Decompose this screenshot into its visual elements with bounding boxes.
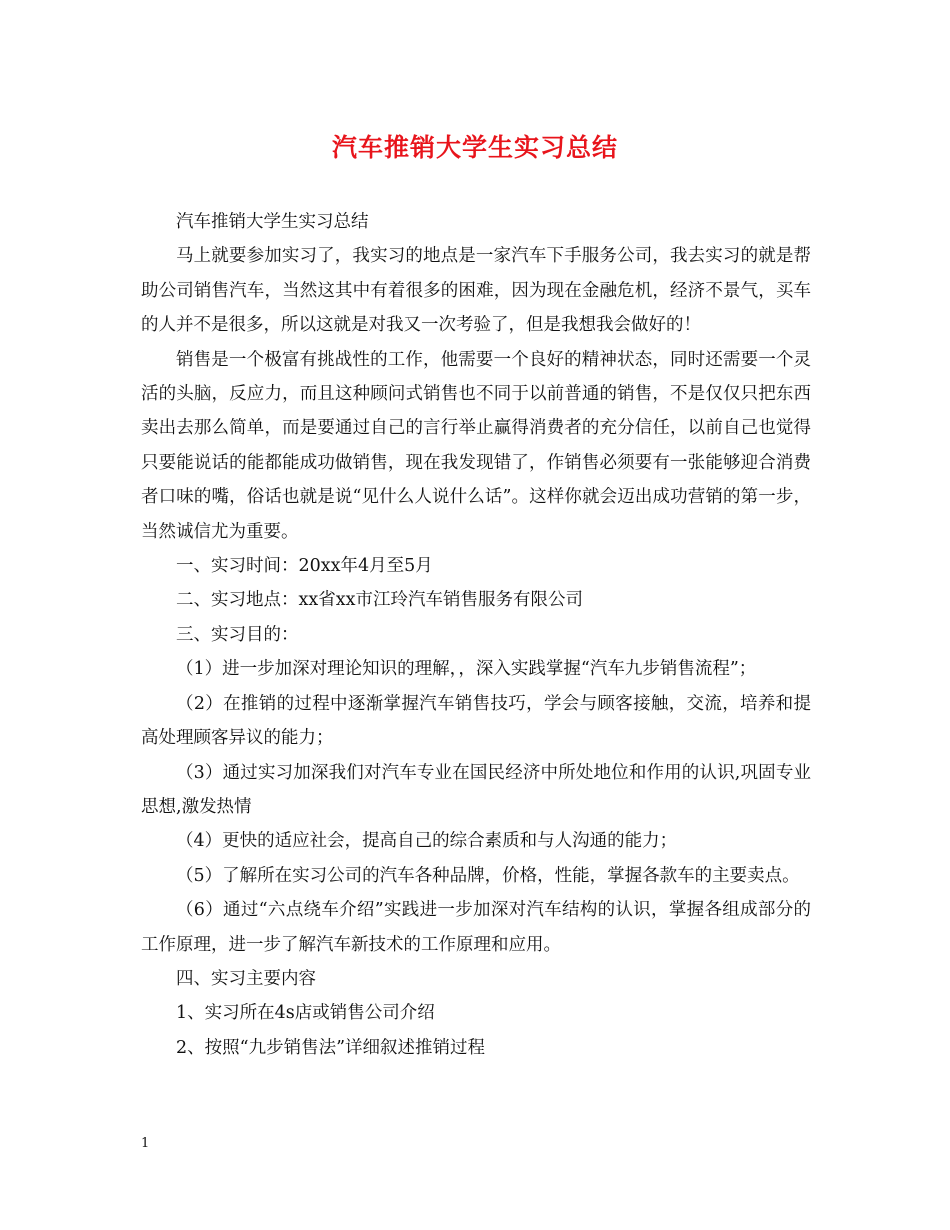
paragraph-purpose-5: （5）了解所在实习公司的汽车各种品牌，价格，性能，掌握各款车的主要卖点。 [176,865,800,886]
paragraph-purpose-4: （4）更快的适应社会，提高自己的综合素质和与人沟通的能力； [176,831,678,852]
paragraph-content-1: 1、实习所在4s店或销售公司介绍 [176,1003,435,1024]
paragraph-purpose-3: （3）通过实习加深我们对汽车专业在国民经济中所处地位和作用的认识,巩固专业思想,激发热情 [141,762,811,817]
paragraph-time: 一、实习时间：20xx年4月至5月 [176,556,433,577]
paragraph-purpose-heading: 三、实习目的： [176,624,299,645]
paragraph-purpose-1: （1）进一步加深对理论知识的理解，，深入实践掌握“汽车九步销售流程”； [176,659,757,680]
paragraph-content-2: 2、按照“九步销售法”详细叙述推销过程 [176,1037,486,1058]
paragraph-purpose-2: （2）在推销的过程中逐渐掌握汽车销售技巧，学会与顾客接触，交流，培养和提高处理顾客异议的能力； [141,693,811,749]
page-number: 1 [141,1136,150,1151]
document-body [141,205,811,1065]
paragraph-purpose-6: （6）通过“六点绕车介绍”实践进一步加深对汽车结构的认识，掌握各组成部分的工作原理，进一步了解汽车新技术的工作原理和应用。 [141,900,811,955]
paragraph-sales: 销售是一个极富有挑战性的工作，他需要一个良好的精神状态，同时还需要一个灵活的头脑，反应力，而且这种顾问式销售也不同于以前普通的销售，不是仅仅只把东西卖出去那么简单，而是要通过自己的言行举止赢得消费者的充分信任，以前自己也觉得只要能说话的能都能成功做销售，现在我发现错了，作销售必须要有一张能够迎合消费者口味的嘴，俗话也就是说“见什么人说什么话”。这样你就会迈出成功营销的第一步，当然诚信尤为重要。 [141,349,811,542]
document-title: 汽车推销大学生实习总结 [331,133,618,162]
paragraph-location: 二、实习地点：xx省xx市江玲汽车销售服务有限公司 [176,590,583,611]
paragraph-content-heading: 四、实习主要内容 [176,968,316,989]
paragraph-intro: 马上就要参加实习了，我实习的地点是一家汽车下手服务公司，我去实习的就是帮助公司销售汽车，当然这其中有着很多的困难，因为现在金融危机，经济不景气，买车的人并不是很多，所以这就是对我又一次考验了，但是我想我会做好的！ [141,246,811,336]
paragraph-heading: 汽车推销大学生实习总结 [176,212,369,232]
